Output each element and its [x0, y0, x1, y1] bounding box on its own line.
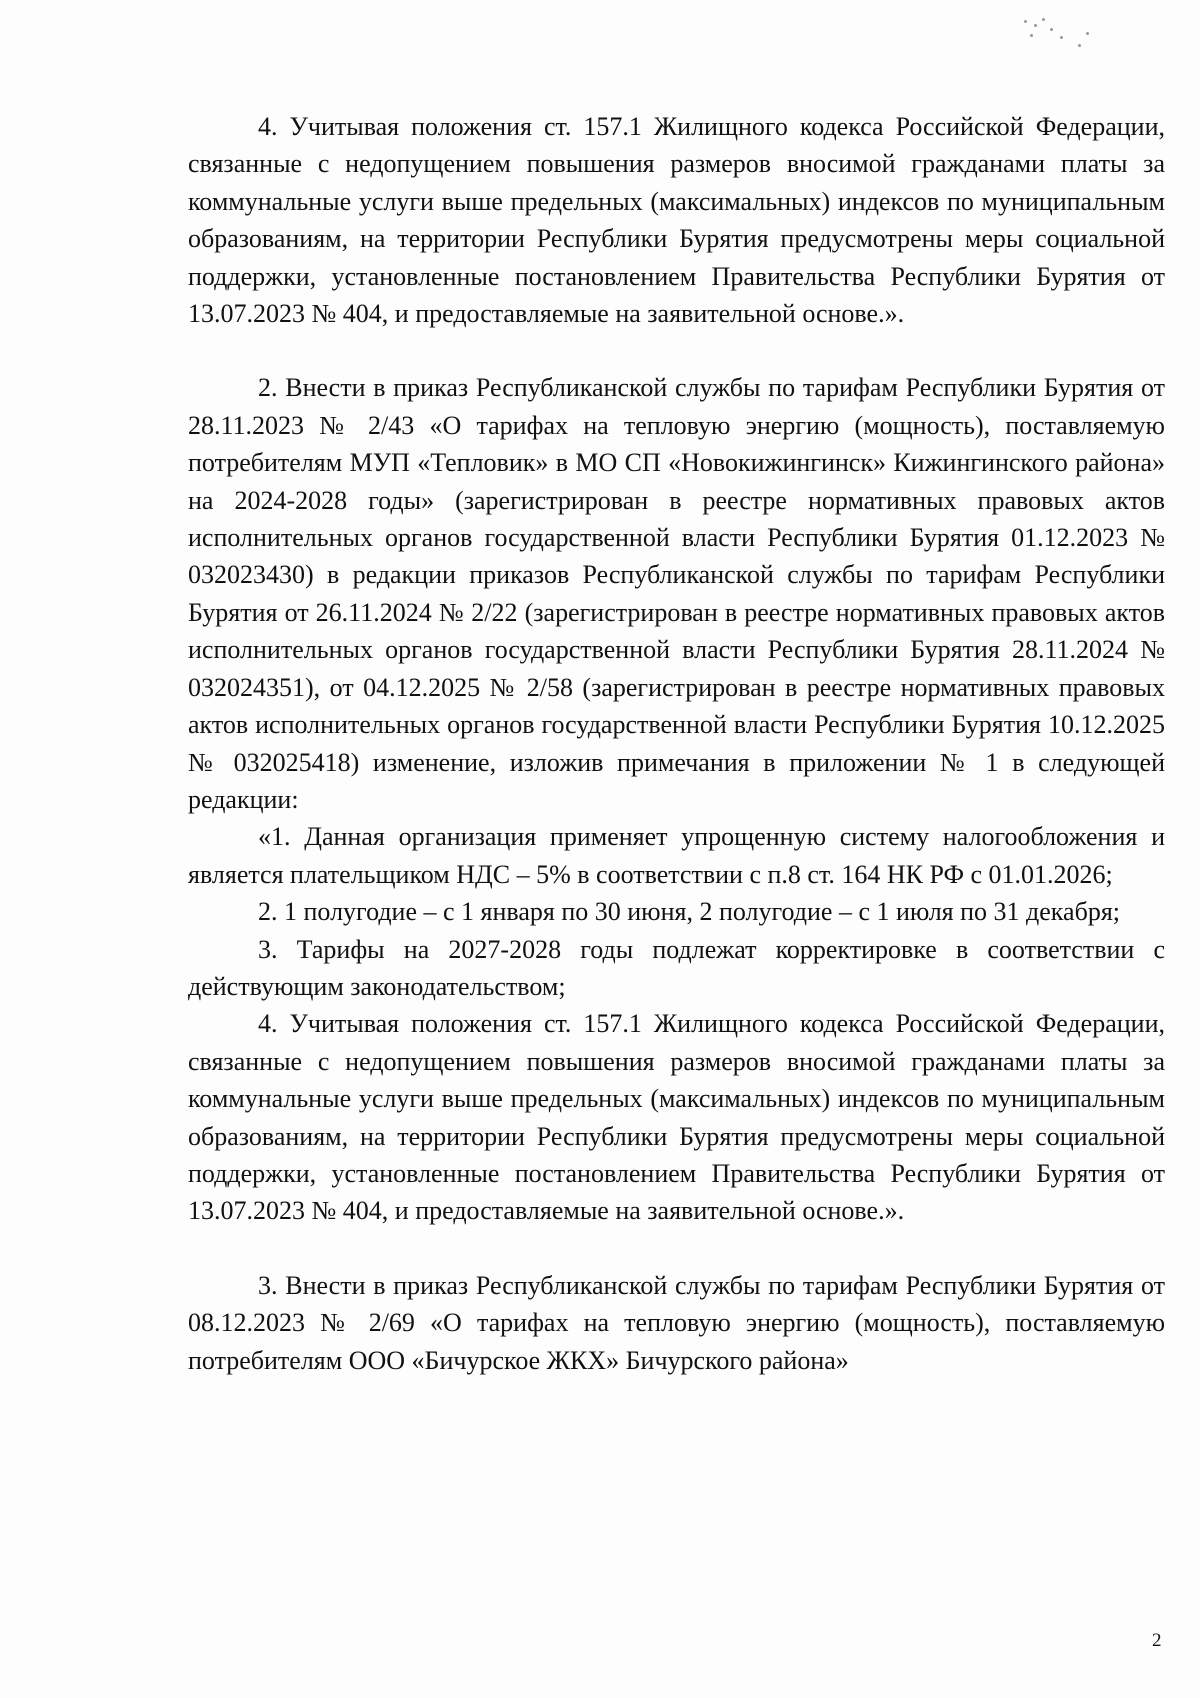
paragraph-note-3: 3. Тарифы на 2027-2028 годы подлежат корректировке в соответствии с действующим законодательством;	[188, 934, 1165, 1001]
scan-artifact	[1020, 14, 1100, 56]
paragraph-note-2: 2. 1 полугодие – с 1 января по 30 июня, 2 полугодие – с 1 июля по 31 декабря;	[258, 897, 1120, 927]
paragraph-item-4-first: 4. Учитывая положения ст. 157.1 Жилищного кодекса Российской Федерации, связанные с недопущением повышения размеров вносимой гражданами платы за коммунальные услуги выше предельных (максимальных) индексов по муниципальным образованиям, на территории Республики Бурятия предусмотрены меры социальной поддержки, установленные постановлением Правительства Республики Бурятия от 13.07.2023 № 404, и предоставляемые на заявительной основе.».	[188, 112, 1165, 329]
paragraph-spacer	[188, 332, 1165, 369]
paragraph-note-1: «1. Данная организация применяет упрощенную систему налогообложения и является плательщиком НДС – 5% в соответствии с п.8 ст. 164 НК РФ с 01.01.2026;	[188, 822, 1165, 889]
paragraph-clause-3: 3. Внести в приказ Республиканской службы по тарифам Республики Бурятия от 08.12.2023 № 2/69 «О тарифах на тепловую энергию (мощность), поставляемую потребителям ООО «Бичурское ЖКХ» Бичурского района»	[188, 1270, 1165, 1375]
paragraph-spacer	[188, 1230, 1165, 1267]
paragraph-note-4: 4. Учитывая положения ст. 157.1 Жилищного кодекса Российской Федерации, связанные с недопущением повышения размеров вносимой гражданами платы за коммунальные услуги выше предельных (максимальных) индексов по муниципальным образованиям, на территории Республики Бурятия предусмотрены меры социальной поддержки, установленные постановлением Правительства Республики Бурятия от 13.07.2023 № 404, и предоставляемые на заявительной основе.».	[188, 1009, 1165, 1226]
page-number: 2	[1152, 1630, 1162, 1651]
paragraph-clause-2: 2. Внести в приказ Республиканской службы по тарифам Республики Бурятия от 28.11.2023 № 2/43 «О тарифах на тепловую энергию (мощность), поставляемую потребителям МУП «Тепловик» в МО СП «Новокижингинск» Кижингинского района» на 2024-2028 годы» (зарегистрирован в реестре нормативных правовых актов исполнительных органов государственной власти Республики Бурятия 01.12.2023 № 032023430) в редакции приказов Республиканской службы по тарифам Республики Бурятия от 26.11.2024 № 2/22 (зарегистрирован в реестре нормативных правовых актов исполнительных органов государственной власти Республики Бурятия 28.11.2024 № 032024351), от 04.12.2025 № 2/58 (зарегистрирован в реестре нормативных правовых актов исполнительных органов государственной власти Республики Бурятия 10.12.2025 № 032025418) изменение, изложив примечания в приложении № 1 в следующей редакции:	[188, 373, 1165, 814]
document-body	[188, 108, 1165, 1379]
